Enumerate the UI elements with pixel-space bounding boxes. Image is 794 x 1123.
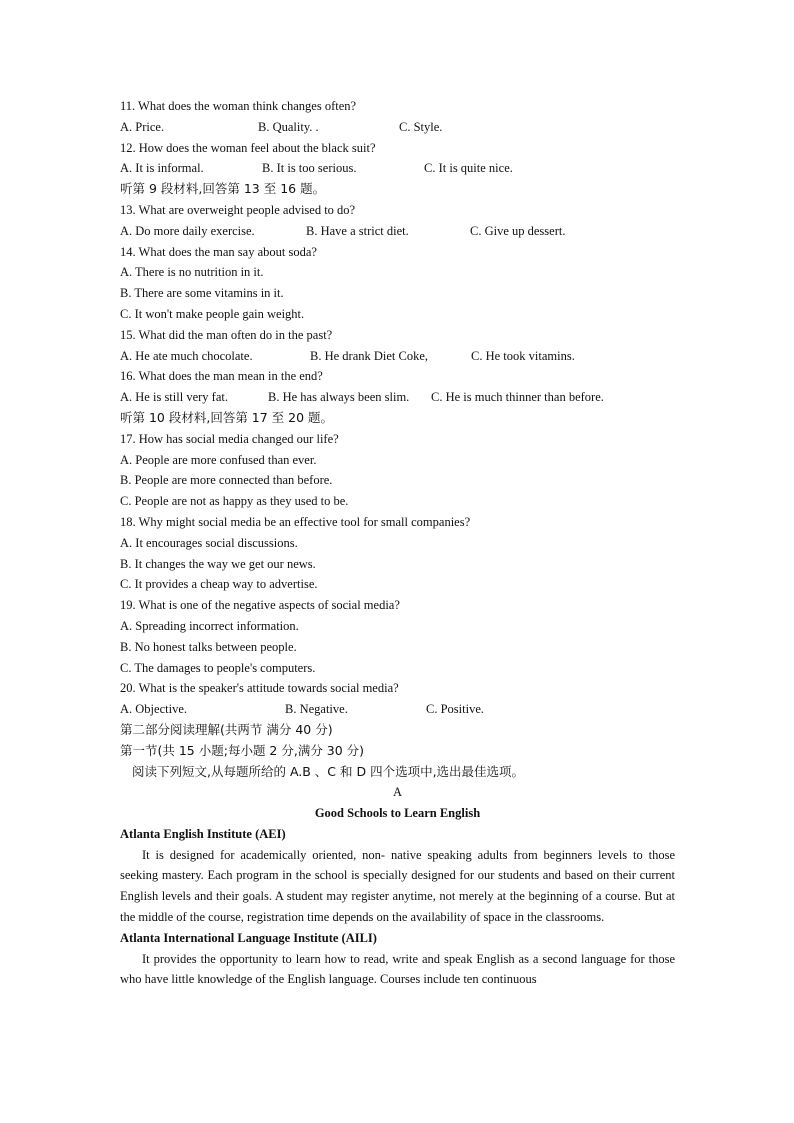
options-20 bbox=[120, 699, 675, 720]
option-c: C. People are not as happy as they used to be. bbox=[120, 494, 349, 509]
options-12 bbox=[120, 158, 675, 179]
option-a: A. Spreading incorrect information. bbox=[120, 618, 299, 633]
section1-title: 第一节(共 15 小题;每小题 2 分,满分 30 分) bbox=[120, 742, 365, 758]
option-c: C. Positive. bbox=[426, 702, 484, 717]
reading-instruction: 阅读下列短文,从每题所给的 A.B 、C 和 D 四个选项中,选出最佳选项。 bbox=[132, 763, 525, 779]
option-b: B. It changes the way we get our news. bbox=[120, 556, 316, 571]
option-a: A. It is informal. bbox=[120, 161, 204, 176]
school-description-aili: It provides the opportunity to learn how to read, write and speak English as a second language for those who have little knowledge of the English language. Courses include ten continuous bbox=[120, 951, 675, 987]
question-19: 19. What is one of the negative aspects of social media? bbox=[120, 598, 400, 613]
option-c: C. Style. bbox=[399, 119, 443, 134]
options-15 bbox=[120, 346, 675, 367]
options-13 bbox=[120, 221, 675, 242]
option-a: A. It encourages social discussions. bbox=[120, 535, 298, 550]
option-c: C. He took vitamins. bbox=[471, 348, 575, 363]
school-name-aei: Atlanta English Institute (AEI) bbox=[120, 826, 286, 841]
passage-title: Good Schools to Learn English bbox=[314, 806, 481, 821]
question-13: 13. What are overweight people advised to do? bbox=[120, 202, 356, 217]
document-page bbox=[120, 96, 675, 990]
question-12: 12. How does the woman feel about the black suit? bbox=[120, 140, 376, 155]
option-a: A. Objective. bbox=[120, 702, 187, 717]
option-b: B. Quality. . bbox=[258, 119, 319, 134]
option-c: C. Give up dessert. bbox=[470, 223, 566, 238]
option-b: B. Have a strict diet. bbox=[306, 223, 409, 238]
section-instruction-10: 听第 10 段材料,回答第 17 至 20 题。 bbox=[120, 409, 334, 425]
option-b: B. He has always been slim. bbox=[268, 390, 410, 405]
question-16: 16. What does the man mean in the end? bbox=[120, 369, 323, 384]
option-c: C. The damages to people's computers. bbox=[120, 660, 316, 675]
option-a: A. He is still very fat. bbox=[120, 390, 228, 405]
option-a: A. People are more confused than ever. bbox=[120, 452, 317, 467]
options-11 bbox=[120, 117, 675, 138]
option-c: C. It is quite nice. bbox=[424, 161, 513, 176]
option-c: C. It won't make people gain weight. bbox=[120, 306, 305, 321]
option-a: A. He ate much chocolate. bbox=[120, 348, 253, 363]
section-instruction-9: 听第 9 段材料,回答第 13 至 16 题。 bbox=[120, 181, 326, 197]
question-15: 15. What did the man often do in the past? bbox=[120, 327, 333, 342]
option-b: B. People are more connected than before. bbox=[120, 473, 333, 488]
question-17: 17. How has social media changed our life? bbox=[120, 431, 339, 446]
question-11: 11. What does the woman think changes often? bbox=[120, 99, 357, 113]
option-a: A. Price. bbox=[120, 119, 165, 134]
options-16 bbox=[120, 387, 675, 408]
option-c: C. He is much thinner than before. bbox=[431, 390, 604, 405]
passage-letter: A bbox=[392, 785, 403, 800]
option-b: B. It is too serious. bbox=[262, 161, 357, 176]
option-b: B. No honest talks between people. bbox=[120, 639, 297, 654]
question-20: 20. What is the speaker's attitude towards social media? bbox=[120, 681, 399, 696]
option-b: B. There are some vitamins in it. bbox=[120, 286, 284, 301]
option-a: A. Do more daily exercise. bbox=[120, 223, 255, 238]
question-18: 18. Why might social media be an effective tool for small companies? bbox=[120, 514, 471, 529]
option-a: A. There is no nutrition in it. bbox=[120, 265, 264, 280]
option-b: B. Negative. bbox=[285, 702, 348, 717]
option-b: B. He drank Diet Coke, bbox=[310, 348, 429, 363]
part2-title: 第二部分阅读理解(共两节 满分 40 分) bbox=[120, 721, 333, 737]
school-description-aei: It is designed for academically oriented, non- native speaking adults from beginners levels to those seeking mastery. Each program in the school is specially designed for our students and based on their current English levels and their goals. A student may register anytime, not merely at the beginning of a course. But at the middle of the course, registration time depends on the availability of space in the classrooms. bbox=[120, 847, 675, 925]
option-c: C. It provides a cheap way to advertise. bbox=[120, 577, 318, 592]
question-14: 14. What does the man say about soda? bbox=[120, 244, 317, 259]
school-name-aili: Atlanta International Language Institute (AILI) bbox=[120, 930, 377, 945]
